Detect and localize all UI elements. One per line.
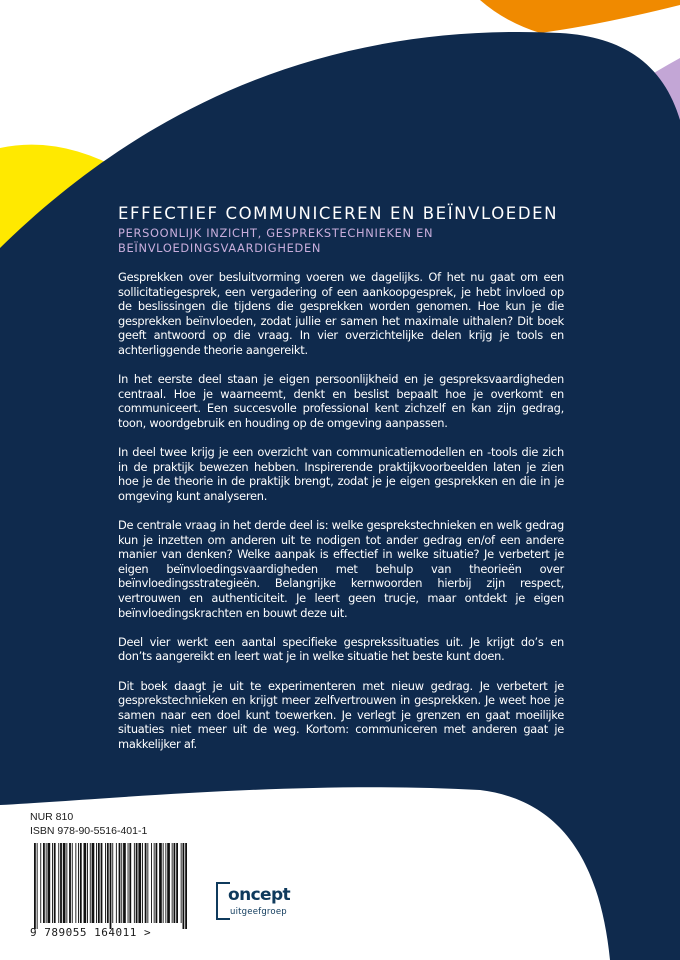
subtitle-line-2: BEÏNVLOEDINGSVAARDIGHEDEN <box>118 240 322 255</box>
barcode-bar <box>123 843 126 923</box>
barcode-bar <box>151 843 152 923</box>
barcode-bar <box>128 843 129 923</box>
barcode-bar <box>40 843 41 923</box>
barcode-bar <box>163 843 164 923</box>
barcode-bar <box>110 843 112 929</box>
barcode-bar <box>90 843 91 923</box>
barcode-bar <box>159 843 162 923</box>
barcode-bar <box>101 843 103 923</box>
barcode-bar <box>167 843 170 923</box>
publisher-name: oncept <box>228 885 291 905</box>
barcode-bar <box>176 843 178 923</box>
nur-code: NUR 810 <box>30 811 74 823</box>
barcode-bar <box>107 843 109 923</box>
barcode-bar <box>185 843 187 929</box>
publisher-logo <box>216 880 316 925</box>
barcode-bar <box>58 843 59 923</box>
barcode-bar <box>134 843 135 923</box>
blurb-paragraph: Gesprekken over besluitvorming voeren we dagelijks. Of het nu gaat om een sollicitatiegesprek, een vergadering of een aankoopgesprek, je hebt invloed op de beslissingen die tijdens die gesprekken worden genomen. Hoe kun je die gesprekken beïnvloeden, zodat jullie er samen het maximale uithalen? Dit boek geeft antwoord op die vraag. In vier overzichtelijke delen krijg je tools en achterliggende theorie aangereikt. <box>118 270 564 357</box>
barcode-bar <box>147 843 148 923</box>
barcode-bar <box>69 843 71 923</box>
barcode-bar <box>138 843 141 923</box>
book-title: EFFECTIEF COMMUNICEREN EN BEÏNVLOEDEN <box>118 204 559 223</box>
barcode-bar <box>52 843 53 923</box>
blurb-paragraph: Deel vier werkt een aantal specifieke gesprekssituaties uit. Je krijgt do’s en don’ts aangereikt en leert wat je in welke situatie het beste kunt doen. <box>118 634 564 664</box>
barcode-bar <box>121 843 122 923</box>
barcode-bar <box>87 843 88 923</box>
barcode-bar <box>72 843 73 923</box>
barcode-bar <box>92 843 95 923</box>
barcode-bar <box>46 843 47 923</box>
publisher-tagline: uitgeefgroep <box>230 907 287 917</box>
barcode-bar <box>98 843 100 923</box>
barcode-bar <box>116 843 117 923</box>
blurb-paragraph: In het eerste deel staan je eigen persoonlijkheid en je gespreksvaardigheden centraal. Hoe je waarneemt, denkt en beslist bepaalt hoe je overkomt en communiceert. Een succesvolle professional kent zichzelf en kan zijn gedrag, toon, woordgebruik en houding op de omgeving aanpassen. <box>118 372 564 430</box>
barcode-digits: 9 789055 164011 > <box>30 926 152 939</box>
barcode-bar <box>183 843 185 929</box>
barcode-bar <box>80 843 82 923</box>
blurb <box>118 270 564 752</box>
barcode-bar <box>165 843 166 923</box>
barcode-bar <box>136 843 138 923</box>
catalog-info <box>30 810 147 838</box>
subtitle-line-1: PERSOONLIJK INZICHT, GESPREKSTECHNIEKEN EN <box>118 226 434 240</box>
barcode-bar <box>145 843 147 923</box>
barcode-bar <box>174 843 176 923</box>
barcode-bar <box>37 843 38 929</box>
barcode-bar <box>105 843 106 923</box>
blurb-paragraph: Dit boek daagt je uit te experimenteren met nieuw gedrag. Je verbetert je gesprekstechnieken en krijgt meer zelfvertrouwen in gesprekken. Je weet hoe je samen naar een doel kunt toewerken. Je verlegt je grenzen en gaat moeilijke situaties niet meer uit de weg. Kortom: communiceren met anderen gaat je makkelijker af. <box>118 678 564 751</box>
barcode-bar <box>142 843 143 923</box>
barcode-bar <box>112 843 113 923</box>
barcode-bar <box>181 843 182 923</box>
barcode-bar <box>75 843 76 923</box>
blurb-paragraph: De centrale vraag in het derde deel is: welke gesprekstechnieken en welk gedrag kun je inzetten om anderen uit te nodigen tot ander gedrag en/of een andere manier van denken? Welke aanpak is effectief in welke situatie? Je verbetert je eigen beïnvloedingsvaardigheden met behulp van theorieën over beïnvloedingsstrategieën. Belangrijke kernwoorden hierbij zijn respect, vertrouwen en authenticiteit. Je leert geen trucje, maar ontdekt je eigen beïnvloedingskrachten en bouwt deze uit. <box>118 518 564 620</box>
isbn: ISBN 978-90-5516-401-1 <box>30 825 148 837</box>
barcode-bar <box>78 843 79 923</box>
barcode-bar <box>43 843 45 923</box>
barcode-bar <box>172 843 173 923</box>
barcode-bar <box>48 843 51 923</box>
barcode-bar <box>154 843 155 923</box>
barcode-bar <box>63 843 66 923</box>
barcode-bar <box>129 843 131 923</box>
barcode-bar <box>96 843 97 923</box>
book-subtitle <box>118 226 564 255</box>
barcode-bar <box>54 843 56 923</box>
barcode-bar <box>60 843 62 923</box>
barcode-bar <box>84 843 87 923</box>
barcode-bar <box>66 843 67 923</box>
barcode-bar <box>156 843 158 923</box>
cover-text <box>118 204 564 766</box>
blurb-paragraph: In deel twee krijg je een overzicht van communicatiemodellen en -tools die zich in de praktijk bewezen hebben. Inspirerende praktijkvoorbeelden laten je zien hoe je de theorie in de praktijk brengt, zodat je je eigen gesprekken en die in je omgeving kunt analyseren. <box>118 445 564 503</box>
barcode-bar <box>34 843 36 929</box>
barcode-bar <box>119 843 121 923</box>
